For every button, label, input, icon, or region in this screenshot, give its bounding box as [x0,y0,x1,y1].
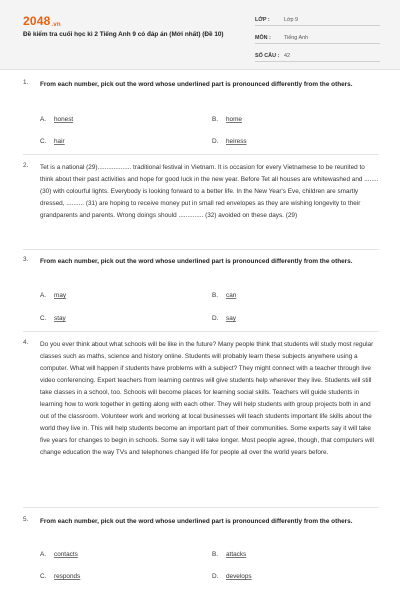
question-text: Tet is a national (29)................... traditional festival in Vietnam. It is occasion for every Vietnamese to be reunited to think about their past activities and hope for good luck in the new year. Before Tet all houses are whitewashed and ........ (30) with colourful lights. Everybody is looking forward to a better life. In the New Year's Eve, children are smartly dressed, .......... (31) are hoping to receive money put in small red envelopes as they are wishing longevity to their grandparents and parents. Wrong doings should .............. (32) avoided on these days. (29) [40,164,379,219]
question-text: Do you ever think about what schools will be like in the future? Many people think that students will study most regular classes such as maths, science and history online. Students will probably learn these subjects anywhere using a computer. What will happen if students have problems with a subject? They might connect with a teacher through live video conferencing. Expert teachers from learning centres will give students help wherever they live. Students will still take classes in a school, too. Schools will become places for learning social skills. Teachers will guide students in learning how to work together in getting along with each other. They will help students with group projects both in and out of the classroom. Volunteer work and working at local businesses will teach students important life skills about the world they live in. This will help students become an important part of their communities. Some experts say it will take five years for changes to begin in schools. Some say it will take longer. Most people agree, though, that computers will change education the way TVs and telephones changed life for people all over the world years before. [40,341,374,456]
question-number: 3. [23,256,29,263]
option-word: home [226,116,242,123]
option-c[interactable] [40,315,66,322]
question-text: From each number, pick out the word whose underlined part is pronounced differently from the others. [40,81,353,88]
page-header [0,0,400,70]
option-letter: D. [212,573,219,580]
option-word: stay [54,315,66,322]
option-word: honest [54,116,74,123]
option-a[interactable] [40,551,78,558]
meta-row-count [255,50,380,62]
site-logo[interactable] [23,14,61,28]
document-meta [255,14,380,68]
divider [23,507,379,508]
option-letter: B. [212,292,219,299]
option-letter: C. [40,315,47,322]
question-number: 1. [23,79,29,86]
option-letter: C. [40,138,47,145]
option-letter: A. [40,292,47,299]
meta-key: SỐ CÂU : [255,52,280,59]
option-d[interactable] [212,573,252,580]
option-letter: B. [212,116,219,123]
option-word: develops [226,573,252,580]
option-c[interactable] [40,138,65,145]
question-text: From each number, pick out the word whose underlined part is pronounced differently from the others. [40,258,353,265]
option-word: attacks [226,551,247,558]
option-letter: D. [212,138,219,145]
option-letter: A. [40,116,47,123]
question-number: 5. [23,516,29,523]
option-letter: D. [212,315,219,322]
option-b[interactable] [212,551,246,558]
option-letter: B. [212,551,219,558]
option-d[interactable] [212,315,236,322]
option-word: may [54,292,67,299]
meta-row-class [255,14,380,26]
divider [23,331,379,332]
logo-suffix: .vn [51,22,61,28]
option-a[interactable] [40,116,73,123]
document-title: Đề kiểm tra cuối học kì 2 Tiếng Anh 9 có đáp án (Mới nhất) (Đề 10) [23,31,224,38]
option-a[interactable] [40,292,66,299]
meta-row-subject [255,32,380,44]
option-b[interactable] [212,292,236,299]
meta-key: MÔN : [255,34,271,41]
question-number: 2. [23,162,29,169]
option-word: heiress [226,138,247,145]
meta-value: 42 [284,52,290,59]
option-b[interactable] [212,116,242,123]
option-letter: C. [40,573,47,580]
meta-value: Lớp 9 [284,16,299,23]
meta-value: Tiếng Anh [284,34,309,41]
divider [23,154,379,155]
question-number: 4. [23,339,29,346]
logo-text: 2048 [23,14,51,28]
question-text: From each number, pick out the word whose underlined part is pronounced differently from the others. [40,518,353,525]
divider [23,249,379,250]
option-word: can [226,292,237,299]
option-d[interactable] [212,138,247,145]
option-letter: A. [40,551,47,558]
option-c[interactable] [40,573,80,580]
option-word: hair [54,138,65,145]
option-word: say [226,315,236,322]
meta-key: LỚP : [255,16,270,23]
option-word: responds [54,573,81,580]
option-word: contacts [54,551,78,558]
